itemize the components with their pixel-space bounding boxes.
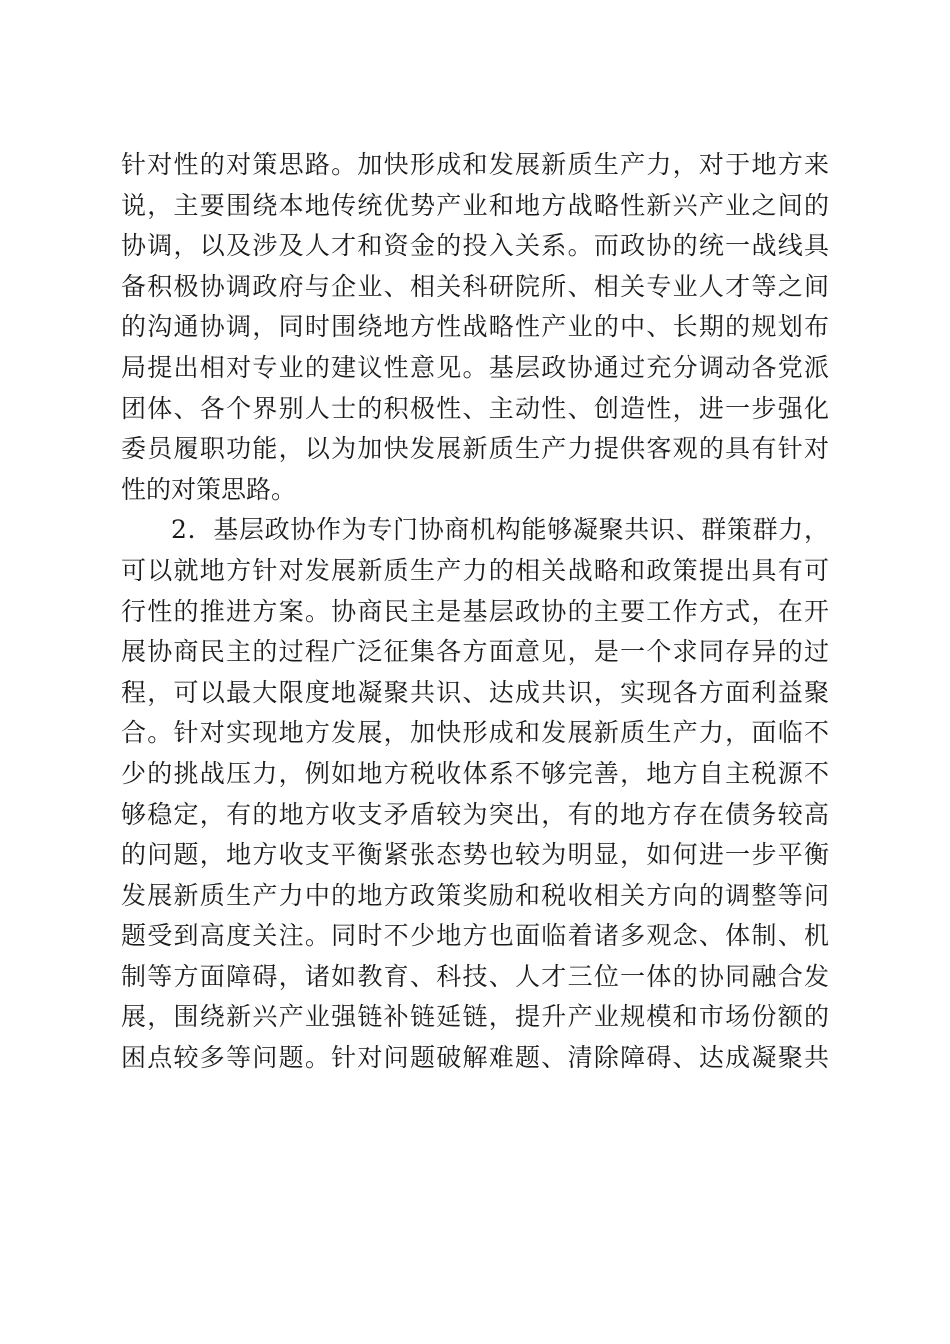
text-line: 够稳定，有的地方收支矛盾较为突出，有的地方存在债务较高 [121, 799, 829, 829]
text-line: 针对性的对策思路。加快形成和发展新质生产力，对于地方来 [121, 150, 829, 179]
text-line: 局提出相对专业的建议性意见。基层政协通过充分调动各党派 [121, 352, 829, 382]
text-line: 备积极协调政府与企业、相关科研院所、相关专业人才等之间 [121, 271, 829, 301]
text-line: 题受到高度关注。同时不少地方也面临着诸多观念、体制、机 [121, 921, 829, 951]
text-line: 制等方面障碍，诸如教育、科技、人才三位一体的协同融合发 [121, 961, 829, 991]
text-line: 少的挑战压力，例如地方税收体系不够完善，地方自主税源不 [121, 758, 829, 788]
text-line: 团体、各个界别人士的积极性、主动性、创造性，进一步强化 [121, 393, 829, 423]
text-line: 合。针对实现地方发展，加快形成和发展新质生产力，面临不 [121, 718, 829, 748]
text-line: 的问题，地方收支平衡紧张态势也较为明显，如何进一步平衡 [121, 840, 829, 870]
paragraph-2 [121, 510, 829, 1078]
text-line: 2．基层政协作为专门协商机构能够凝聚共识、群策群力， [171, 515, 829, 545]
text-line: 的沟通协调，同时围绕地方性战略性产业的中、长期的规划布 [121, 312, 829, 342]
text-line: 委员履职功能，以为加快发展新质生产力提供客观的具有针对 [121, 434, 829, 464]
text-line: 困点较多等问题。针对问题破解难题、清除障碍、达成凝聚共 [121, 1043, 829, 1073]
text-line: 发展新质生产力中的地方政策奖励和税收相关方向的调整等问 [121, 880, 829, 910]
text-line: 性的对策思路。 [121, 474, 297, 504]
text-line: 可以就地方针对发展新质生产力的相关战略和政策提出具有可 [121, 555, 829, 585]
text-line: 展，围绕新兴产业强链补链延链，提升产业规模和市场份额的 [121, 1002, 829, 1032]
text-line: 行性的推进方案。协商民主是基层政协的主要工作方式，在开 [121, 596, 829, 626]
paragraph-1 [121, 145, 829, 510]
body-text [121, 145, 829, 1079]
text-line: 说，主要围绕本地传统优势产业和地方战略性新兴产业之间的 [121, 190, 829, 220]
text-line: 程，可以最大限度地凝聚共识、达成共识，实现各方面利益聚 [121, 677, 829, 707]
text-line: 展协商民主的过程广泛征集各方面意见，是一个求同存异的过 [121, 637, 829, 667]
text-line: 协调，以及涉及人才和资金的投入关系。而政协的统一战线具 [121, 231, 829, 261]
